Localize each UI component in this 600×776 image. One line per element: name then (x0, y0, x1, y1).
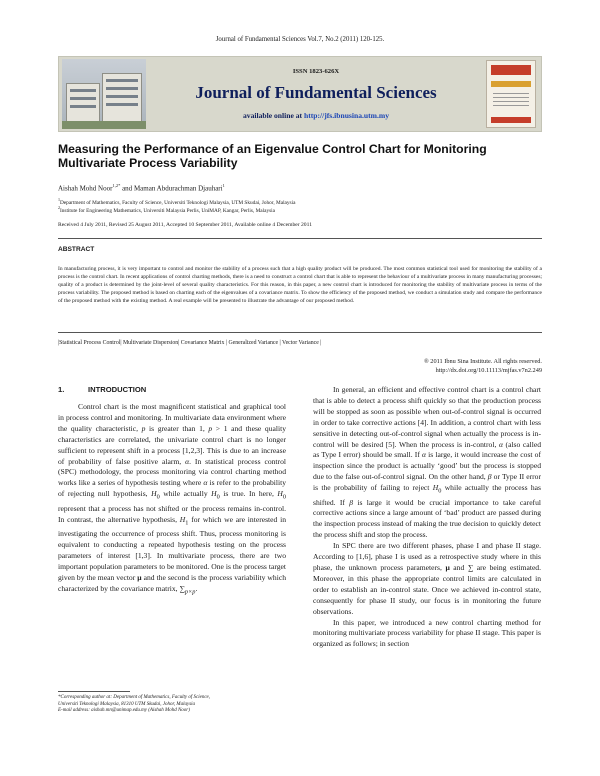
footnote-email: E-mail address: aishah.mn@unimap.edu.my (Aishah Mohd Noor) (58, 708, 190, 714)
available-prefix: available online at (243, 111, 304, 120)
paragraph: Control chart is the most magnificent statistical and graphical tool in process control and monitoring. In multivariate data environment where the quality characteristic, p is greater than 1, p > 1 and these quality characteristics are correlated, the univariate control chart is no longer sufficient to represent shift in a process [1,2,3]. This is due to an increase of probability of false positive alarm, α. In statistical process control (SPC) methodology, the process monitoring via control charting method works like a series of hypothesis testing where α is refer to the probability of rejecting null hypothesis, $H_0$ while actually $H_0$ is true. In here, $H_0$ represent that a process has not shifted or the process remains in-control. In contrast, the alternative hypothesis, $H_1$ for which we are interested in investigating the occurrence of process shift. Thus, process monitoring is equivalent to conducting a repeated hypothesis testing on the process parameters of interest [1,3]. In multivariate process, there are two important population parameters to be monitored. One is the process target given by the mean vector μ and the second is the process variability which characterized by the covariance matrix, $\sum_{p\times p}$. (58, 402, 287, 596)
received-dates: Received 4 July 2011, Revised 25 August 2011, Accepted 10 September 2011, Available online 4 December 2011 (58, 222, 312, 228)
author-name: Aishah Mohd Noor (58, 184, 113, 193)
author-sup: 1 (222, 183, 225, 188)
divider (58, 332, 542, 333)
issn: ISSN 1823-626X (292, 68, 340, 75)
section-heading (58, 385, 146, 394)
left-column (58, 402, 286, 598)
keywords: |Statistical Process Control| Multivariate Dispersion| Covariance Matrix | Generalized Variance | Vector Variance | (58, 340, 322, 346)
campus-photo (62, 59, 146, 129)
section-number: 1. (58, 385, 65, 394)
affiliation: $^1$Department of Mathematics, Faculty of Science, Universiti Teknologi Malaysia, UTM Skudai, Johor, Malaysia (58, 197, 296, 206)
copyright: ® 2011 Ibnu Sina Institute. All rights reserved. (423, 358, 542, 365)
journal-cover-thumbnail (486, 60, 536, 128)
paragraph: In general, an efficient and effective control chart is a control chart that is able to detect a process shift quickly so that the production process will be stopped as soon as possible when out-of-control signal is occurred in order to take corrective actions [4]. In addition, a control chart with less sensitive in detecting out-of-control signal when actually the process is in-control will be desired [5]. When the process is in-control, α (also called as Type I error) should be small. If α is large, it would increase the cost of inspection since the product is actually ‘good’ but the process is stopped due to the false out-of-control signal. On the other hand, β or Type II error is the probability of failing to reject $H_0$ while actually the process has shifted. If β is large it would be crucial importance to take careful corrective actions since a large amount of ‘bad’ product are passed during the inspection process instead of making the true decision to quickly detect the process shift and stop the process. (313, 385, 542, 540)
journal-name: Journal of Fundamental Sciences (195, 83, 437, 102)
author-list (58, 183, 225, 192)
doi-link[interactable]: http://dx.doi.org/10.11113/mjfas.v7n2.249 (435, 367, 542, 374)
author-joiner: and (120, 184, 134, 193)
journal-url-link[interactable]: http://jfs.ibnusina.utm.my (303, 111, 389, 120)
running-head: Journal of Fundamental Sciences Vol.7, No.2 (2011) 120-125. (215, 36, 385, 43)
right-column (313, 385, 541, 650)
footnote-divider (58, 691, 130, 692)
footnote-line: *Corresponding author at: Department of Mathematics, Faculty of Science, (58, 695, 211, 700)
paragraph: In this paper, we introduced a new control charting method for monitoring multivariate process variability for phase II stage. This paper is organized as follows; in section (313, 617, 541, 649)
paragraph: In SPC there are two different phases, phase I and phase II stage. According to [1,6], phase I is used as a retrospective study where in this phase, the unknown process parameters, μ and ∑ are being estimated. Moreover, in this phase the appropriate control limits are calculated in order to establish an in-control state. Once we achieved in-control state, consequently for phase II study, our focus is in monitoring the future observations. (313, 541, 542, 616)
divider (58, 238, 542, 239)
affiliation: $^2$Institute for Engineering Mathematics, Universiti Malaysia Perlis, UniMAP, Kangar, Perlis, Malaysia (58, 205, 276, 214)
author-name: Maman Abdurachman Djauhari (133, 184, 223, 193)
author-sup: 1,2* (112, 183, 121, 188)
footnote-line: Universiti Teknologi Malaysia, 81310 UTM Skudai, Johor, Malaysia (58, 701, 196, 707)
article-title: Measuring the Performance of an Eigenvalue Control Chart for Monitoring Multivariate Process Variability (58, 142, 487, 170)
section-title: INTRODUCTION (88, 385, 147, 394)
available-online (150, 111, 482, 120)
abstract-heading: ABSTRACT (58, 246, 95, 253)
abstract-body: In manufacturing process, it is very important to control and monitor the stability of a process such that a high quality product will be produced. The most common statistical tool used for monitoring the stability of a process is the control chart. In recent applications of control charting methods, there is a need to construct a control chart that is able to represent the behaviour of a multivariate process in many manufacturing processes; quality of a product is determined by the joint-level of several quality characteristics. For this reason, in this paper, a new control chart is introduced for monitoring the stability of multivariate process in terms of the process variability. The proposed method is based on charting each of the eigenvalues of a covariance matrix. To show the efficiency of the proposed method, we conduct a simulation study and compare the performance of the proposed method with the existing method. A real example will be presented to illustrate the advantage of our proposed method. (58, 266, 542, 305)
footnote (58, 695, 298, 715)
